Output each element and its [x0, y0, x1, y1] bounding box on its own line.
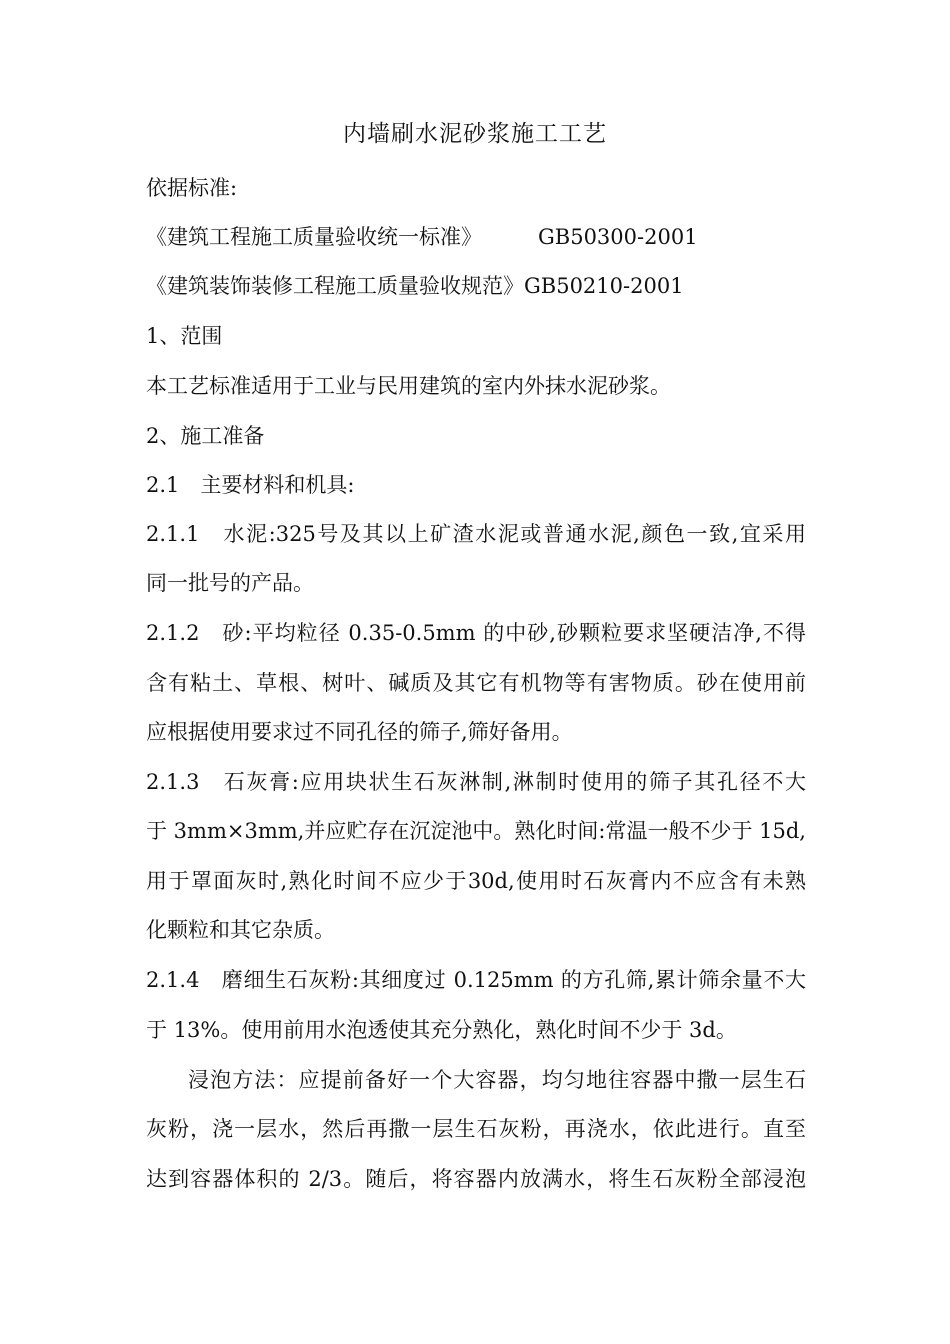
- soak-method-line: 浸泡方法：应提前备好一个大容器，均匀地往容器中撒一层生石: [188, 1068, 806, 1092]
- item-2-1-4-line: 于 13%。使用前用水泡透使其充分熟化，熟化时间不少于 3d。: [146, 1018, 737, 1042]
- section-1-text: 本工艺标准适用于工业与民用建筑的室内外抹水泥砂浆。: [146, 374, 671, 398]
- item-2-1-3-line: 2.1.3 石灰膏:应用块状生石灰淋制,淋制时使用的筛子其孔径不大: [146, 770, 806, 794]
- standard-ref-2-name: 《建筑装饰装修工程施工质量验收规范》: [146, 274, 524, 298]
- item-2-1-1-line: 2.1.1 水泥:325号及其以上矿渣水泥或普通水泥,颜色一致,宜采用: [146, 522, 806, 546]
- basis-label: 依据标准:: [146, 176, 238, 200]
- soak-method-line: 灰粉，浇一层水，然后再撒一层生石灰粉，再浇水，依此进行。直至: [146, 1117, 806, 1141]
- item-2-1-2-line: 应根据使用要求过不同孔径的筛子,筛好备用。: [146, 720, 573, 744]
- standard-ref-1-code: GB50300-2001: [538, 225, 698, 249]
- item-2-1-2-line: 2.1.2 砂:平均粒径 0.35-0.5mm 的中砂,砂颗粒要求坚硬洁净,不得: [146, 621, 806, 645]
- standard-ref-1-name: 《建筑工程施工质量验收统一标准》: [146, 225, 482, 249]
- document-title: 内墙刷水泥砂浆施工工艺: [343, 121, 607, 147]
- item-2-1-4-line: 2.1.4 磨细生石灰粉:其细度过 0.125mm 的方孔筛,累计筛余量不大: [146, 968, 806, 992]
- soak-method-line: 达到容器体积的 2/3。随后，将容器内放满水，将生石灰粉全部浸泡: [146, 1167, 806, 1191]
- item-2-1-1-line: 同一批号的产品。: [146, 571, 314, 595]
- section-1-heading: 1、范围: [146, 324, 223, 348]
- standard-ref-1: [146, 219, 698, 255]
- standard-ref-2-code: GB50210-2001: [524, 274, 684, 298]
- standard-ref-2: [146, 268, 684, 304]
- subsection-2-1: 2.1 主要材料和机具:: [146, 473, 355, 497]
- item-2-1-3-line: 用于罩面灰时,熟化时间不应少于30d,使用时石灰膏内不应含有未熟: [146, 869, 806, 893]
- item-2-1-2-line: 含有粘土、草根、树叶、碱质及其它有机物等有害物质。砂在使用前: [146, 671, 806, 695]
- item-2-1-3-line: 化颗粒和其它杂质。: [146, 918, 335, 942]
- section-2-heading: 2、施工准备: [146, 424, 265, 448]
- item-2-1-3-line: 于 3mm×3mm,并应贮存在沉淀池中。熟化时间:常温一般不少于 15d,: [146, 819, 806, 843]
